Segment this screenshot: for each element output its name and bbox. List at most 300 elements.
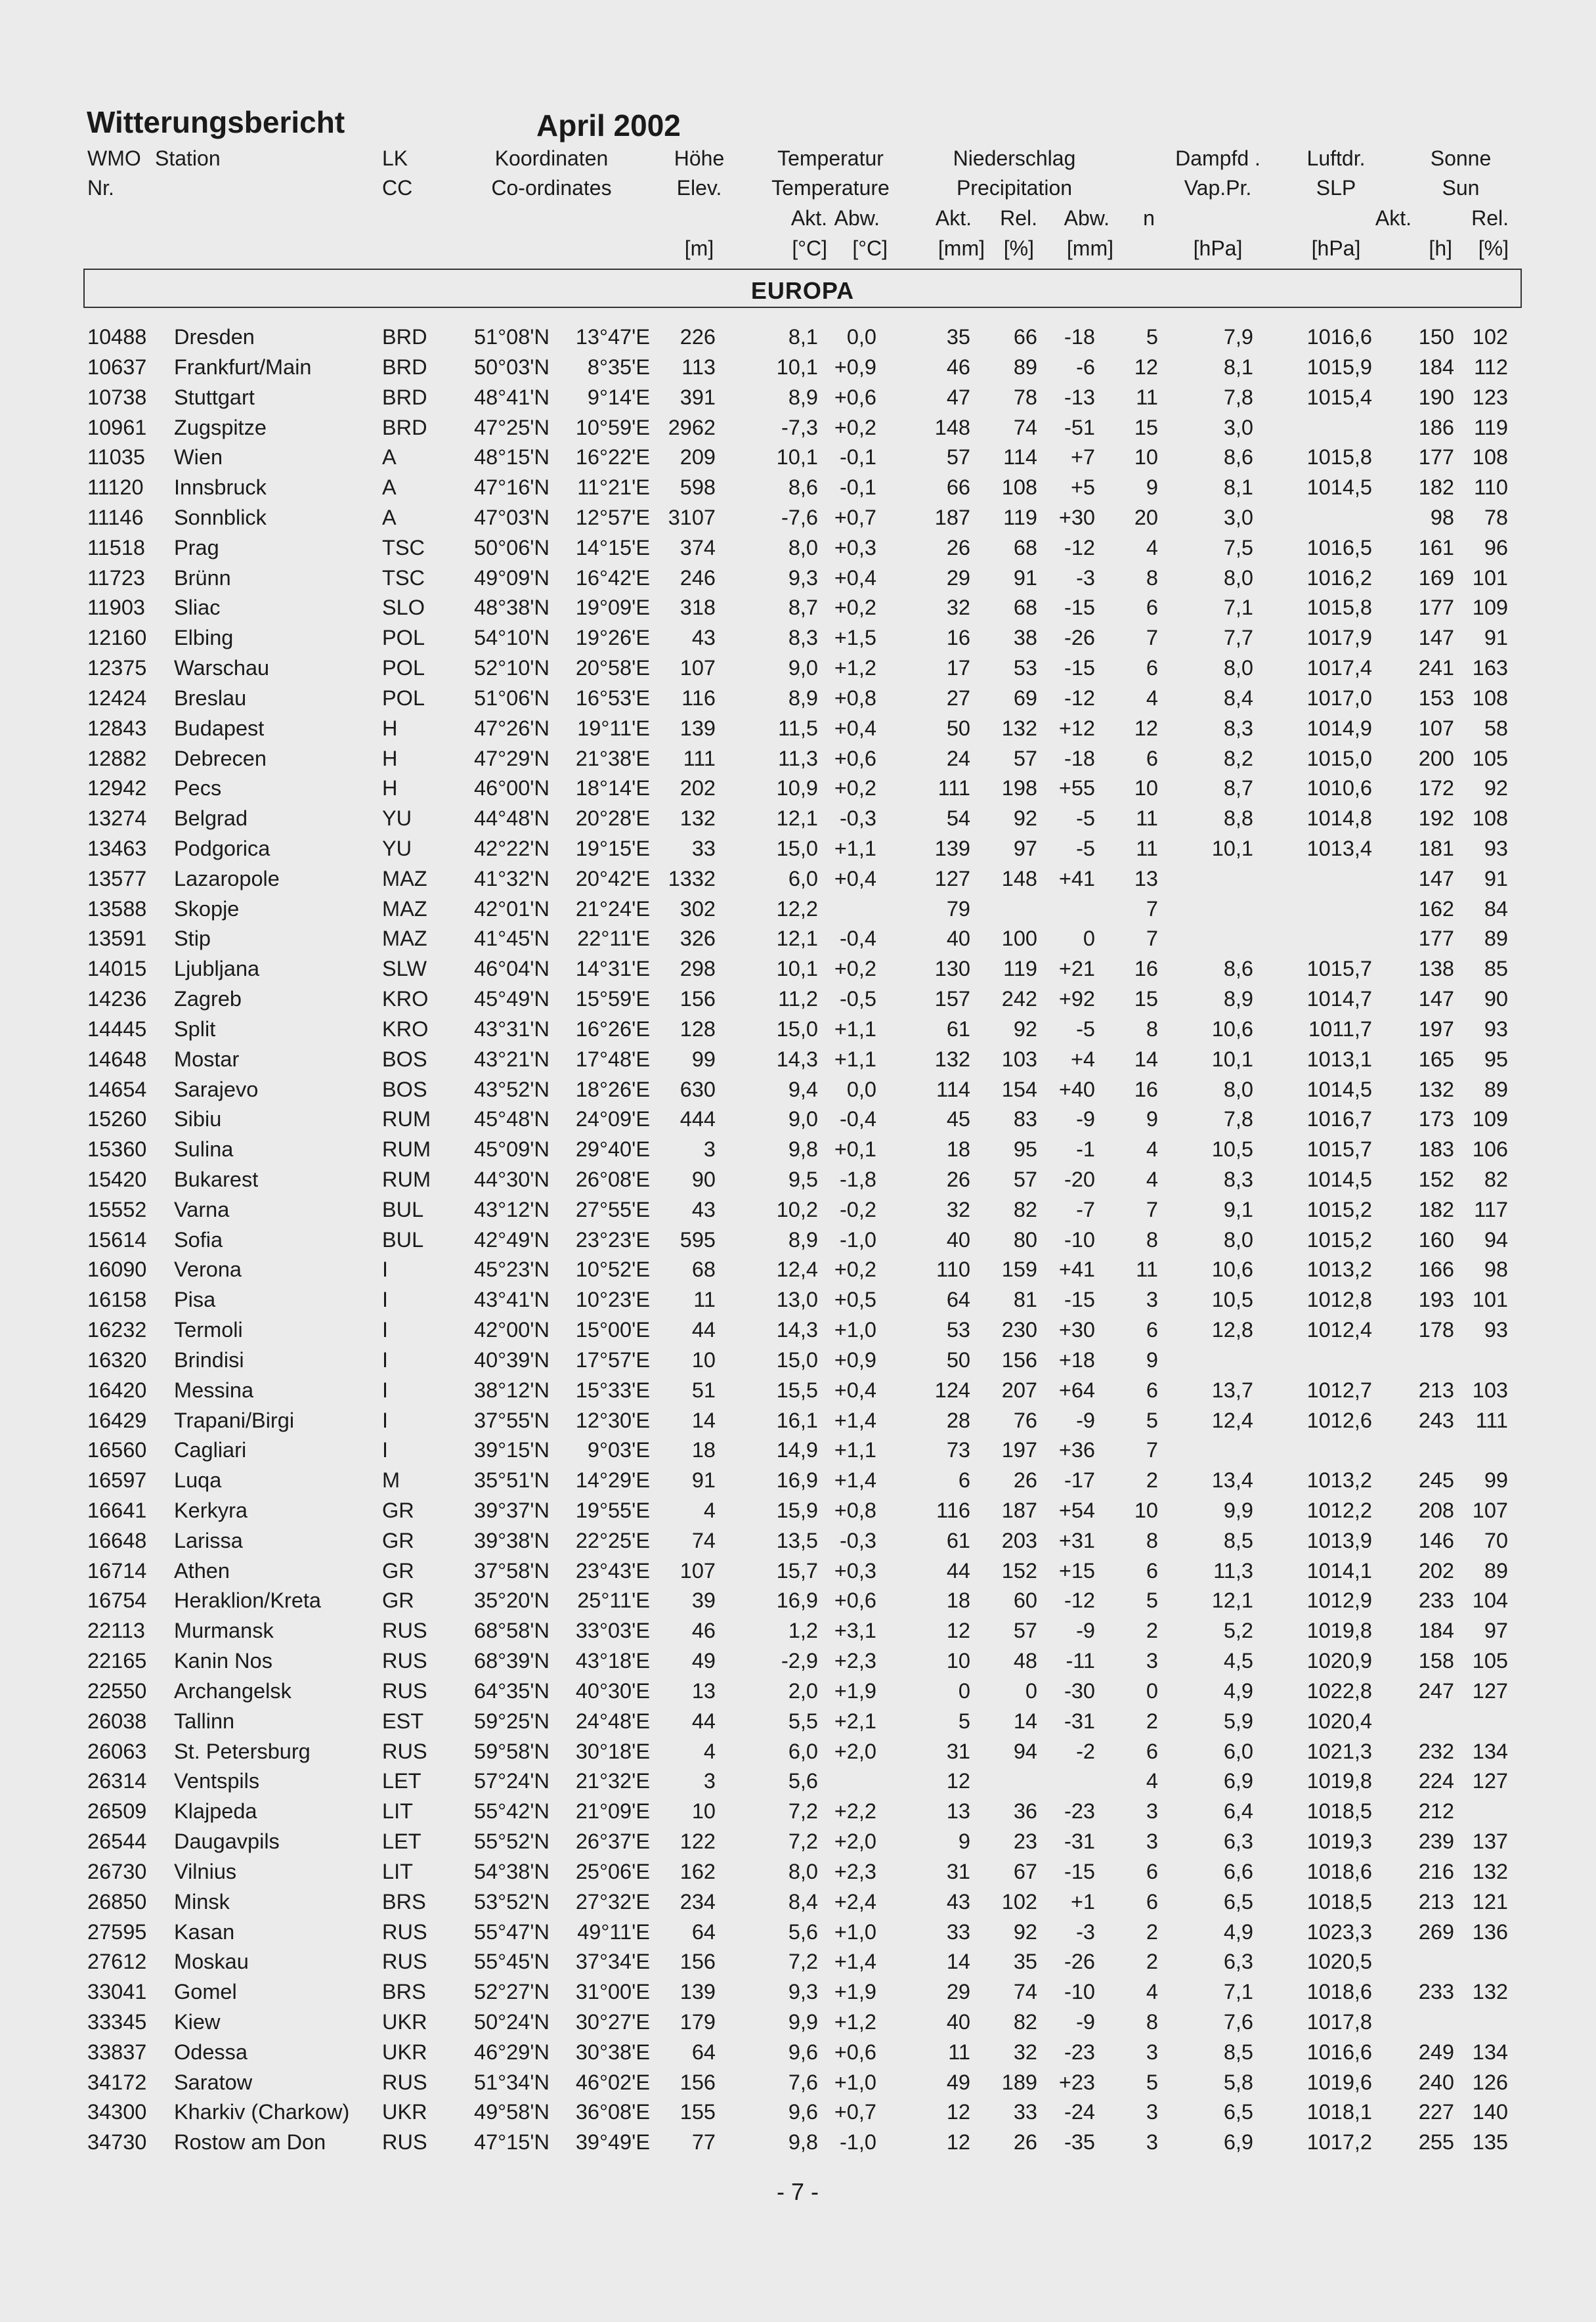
cell-precip-abw: -12 <box>1064 1588 1095 1613</box>
cell-latitude: 41°45'N <box>474 927 550 951</box>
cell-country-code: BOS <box>382 1077 427 1101</box>
cell-temp-akt: 8,1 <box>788 325 818 349</box>
cell-precip-akt: 43 <box>946 1889 970 1914</box>
cell-latitude: 42°49'N <box>474 1227 550 1252</box>
cell-wmo-number: 16597 <box>87 1468 147 1493</box>
cell-temp-abw: +0,2 <box>834 415 876 439</box>
cell-country-code: BRS <box>382 1980 426 2004</box>
cell-precip-rel: 91 <box>1013 565 1037 590</box>
cell-country-code: SLO <box>382 596 425 620</box>
cell-rain-days: 14 <box>1134 1047 1158 1071</box>
cell-wmo-number: 26544 <box>87 1829 147 1853</box>
cell-precip-rel: 156 <box>1001 1347 1037 1372</box>
cell-station-name: Skopje <box>174 896 240 921</box>
cell-latitude: 41°32'N <box>474 866 550 890</box>
cell-sea-level-pressure: 1018,6 <box>1306 1980 1372 2004</box>
cell-precip-akt: 40 <box>946 2009 970 2034</box>
cell-longitude: 24°09'E <box>575 1107 650 1131</box>
cell-vapour-pressure: 4,5 <box>1223 1649 1253 1673</box>
cell-country-code: I <box>382 1438 389 1462</box>
cell-temp-abw: +1,2 <box>834 656 876 680</box>
cell-station-name: Budapest <box>174 716 265 740</box>
cell-precip-rel: 35 <box>1013 1950 1037 1974</box>
cell-precip-abw: +5 <box>1070 475 1095 500</box>
cell-sun-rel: 89 <box>1484 1077 1508 1101</box>
cell-rain-days: 10 <box>1134 445 1158 470</box>
cell-elevation: 155 <box>679 2100 716 2124</box>
cell-sun-rel: 108 <box>1472 686 1508 710</box>
cell-temp-akt: 9,4 <box>788 1077 818 1101</box>
cell-temp-akt: -7,3 <box>781 415 818 439</box>
cell-station-name: Kerkyra <box>174 1499 248 1522</box>
cell-station-name: Verona <box>174 1258 242 1282</box>
cell-precip-akt: 29 <box>946 1980 970 2004</box>
cell-sun-rel: 97 <box>1484 1619 1508 1643</box>
cell-elevation: 44 <box>691 1709 716 1733</box>
cell-vapour-pressure: 6,9 <box>1223 2130 1253 2155</box>
cell-rain-days: 4 <box>1146 686 1158 710</box>
cell-precip-abw: +54 <box>1058 1499 1095 1522</box>
cell-sun-akt: 249 <box>1418 2040 1454 2064</box>
cell-sea-level-pressure: 1017,2 <box>1306 2130 1372 2155</box>
cell-rain-days: 6 <box>1146 746 1158 770</box>
cell-station-name: Kiew <box>174 2009 221 2034</box>
cell-sea-level-pressure: 1019,6 <box>1306 2070 1372 2094</box>
cell-vapour-pressure: 11,3 <box>1213 1558 1253 1583</box>
cell-vapour-pressure: 10,6 <box>1211 1017 1253 1041</box>
cell-precip-rel: 187 <box>1001 1499 1037 1522</box>
cell-latitude: 47°25'N <box>474 415 550 439</box>
cell-country-code: UKR <box>382 2009 427 2034</box>
cell-country-code: H <box>382 716 398 740</box>
cell-wmo-number: 13463 <box>87 836 147 860</box>
cell-wmo-number: 14445 <box>87 1017 147 1041</box>
cell-precip-akt: 0 <box>958 1678 970 1703</box>
cell-station-name: Warschau <box>174 656 270 680</box>
cell-precip-rel: 119 <box>1003 505 1037 529</box>
cell-rain-days: 4 <box>1146 1137 1158 1162</box>
cell-sun-akt: 241 <box>1418 656 1454 680</box>
cell-temp-akt: 15,9 <box>776 1499 818 1522</box>
header-precip-n: n <box>1143 206 1155 230</box>
cell-rain-days: 7 <box>1146 927 1158 951</box>
cell-temp-akt: 15,0 <box>776 1347 818 1372</box>
cell-longitude: 18°14'E <box>575 776 650 800</box>
cell-latitude: 39°37'N <box>474 1499 550 1522</box>
cell-wmo-number: 15260 <box>87 1107 147 1131</box>
cell-precip-abw: -18 <box>1064 746 1095 770</box>
cell-sea-level-pressure: 1019,8 <box>1306 1769 1372 1793</box>
cell-rain-days: 2 <box>1146 1619 1158 1643</box>
cell-station-name: Zugspitze <box>174 415 267 439</box>
cell-latitude: 45°23'N <box>474 1258 550 1282</box>
cell-temp-abw: -1,0 <box>839 1227 876 1252</box>
cell-precip-akt: 32 <box>946 596 970 620</box>
cell-wmo-number: 12424 <box>87 686 147 710</box>
cell-latitude: 47°29'N <box>474 746 550 770</box>
cell-temp-akt: 10,1 <box>776 445 818 470</box>
cell-elevation: 202 <box>679 776 716 800</box>
cell-precip-abw: -35 <box>1064 2130 1095 2155</box>
cell-station-name: Athen <box>174 1558 230 1583</box>
header-sun-rel: Rel. <box>1471 206 1509 230</box>
cell-precip-abw: +36 <box>1058 1438 1095 1462</box>
cell-temp-akt: 8,7 <box>788 596 818 620</box>
cell-wmo-number: 14654 <box>87 1077 147 1101</box>
cell-sun-akt: 132 <box>1418 1077 1454 1101</box>
header-elev-unit: [m] <box>684 236 714 260</box>
cell-wmo-number: 33345 <box>87 2009 147 2034</box>
cell-longitude: 27°32'E <box>575 1889 650 1914</box>
cell-latitude: 54°38'N <box>474 1859 550 1883</box>
cell-precip-rel: 82 <box>1013 2009 1037 2034</box>
header-precip-akt: Akt. <box>935 206 972 230</box>
cell-sea-level-pressure: 1016,7 <box>1306 1107 1372 1131</box>
cell-longitude: 10°23'E <box>575 1288 650 1312</box>
cell-precip-abw: +18 <box>1058 1347 1095 1372</box>
cell-precip-abw: +23 <box>1058 2070 1095 2094</box>
cell-sun-akt: 147 <box>1418 987 1454 1011</box>
cell-sun-rel: 94 <box>1484 1227 1508 1252</box>
cell-longitude: 26°08'E <box>575 1168 650 1191</box>
cell-vapour-pressure: 9,1 <box>1223 1197 1253 1221</box>
cell-precip-akt: 12 <box>946 2100 970 2124</box>
cell-country-code: LIT <box>382 1859 413 1883</box>
header-temp-akt: Akt. <box>790 206 827 230</box>
cell-latitude: 52°27'N <box>474 1980 550 2004</box>
cell-temp-abw: +2,2 <box>834 1799 876 1824</box>
cell-sun-rel: 93 <box>1484 836 1508 860</box>
cell-precip-akt: 187 <box>934 505 970 529</box>
cell-precip-akt: 61 <box>946 1528 970 1552</box>
cell-elevation: 18 <box>691 1438 716 1462</box>
cell-sea-level-pressure: 1017,0 <box>1306 686 1372 710</box>
cell-sun-rel: 163 <box>1472 656 1508 680</box>
cell-precip-akt: 45 <box>946 1107 970 1131</box>
cell-precip-akt: 111 <box>938 776 970 800</box>
cell-temp-akt: 7,6 <box>788 2070 818 2094</box>
cell-longitude: 15°00'E <box>575 1318 650 1342</box>
cell-precip-akt: 50 <box>946 716 970 740</box>
cell-latitude: 43°52'N <box>474 1077 550 1101</box>
cell-country-code: BRD <box>382 325 427 349</box>
header-precip-rel: Rel. <box>1000 206 1037 230</box>
cell-temp-abw: +1,9 <box>834 1678 876 1703</box>
cell-rain-days: 2 <box>1146 1950 1158 1974</box>
cell-elevation: 111 <box>683 746 716 770</box>
cell-sun-akt: 161 <box>1418 535 1454 559</box>
cell-elevation: 302 <box>679 896 716 921</box>
cell-precip-rel: 57 <box>1013 1168 1037 1191</box>
cell-elevation: 226 <box>679 325 716 349</box>
cell-temp-akt: 10,1 <box>776 957 818 981</box>
cell-precip-abw: -12 <box>1064 686 1095 710</box>
cell-sun-akt: 162 <box>1418 896 1454 921</box>
cell-wmo-number: 26314 <box>87 1769 147 1793</box>
cell-vapour-pressure: 8,1 <box>1223 475 1253 500</box>
cell-precip-abw: -26 <box>1064 1950 1095 1974</box>
cell-temp-abw: +2,0 <box>834 1829 876 1853</box>
cell-temp-abw: +0,8 <box>834 686 876 710</box>
cell-sun-akt: 255 <box>1418 2130 1454 2155</box>
cell-sun-rel: 106 <box>1472 1137 1508 1162</box>
cell-elevation: 116 <box>681 686 716 710</box>
cell-sun-akt: 197 <box>1418 1017 1454 1041</box>
cell-wmo-number: 13588 <box>87 896 147 921</box>
cell-elevation: 10 <box>691 1799 716 1824</box>
cell-precip-rel: 197 <box>1001 1438 1037 1462</box>
cell-country-code: LIT <box>382 1799 413 1824</box>
cell-station-name: Vilnius <box>174 1859 237 1883</box>
cell-latitude: 47°15'N <box>474 2130 550 2155</box>
cell-precip-rel: 103 <box>1001 1047 1037 1071</box>
cell-temp-abw: +1,5 <box>834 626 876 650</box>
cell-latitude: 39°38'N <box>474 1528 550 1552</box>
cell-vapour-pressure: 8,6 <box>1223 957 1253 981</box>
cell-station-name: Odessa <box>174 2040 248 2064</box>
cell-precip-abw: +41 <box>1058 1258 1095 1282</box>
cell-station-name: Wien <box>174 445 223 470</box>
cell-sun-rel: 99 <box>1484 1468 1508 1493</box>
cell-sun-rel: 82 <box>1484 1168 1508 1191</box>
cell-station-name: Minsk <box>174 1889 230 1914</box>
cell-temp-abw: +0,4 <box>834 716 876 740</box>
cell-vapour-pressure: 8,4 <box>1223 686 1253 710</box>
cell-temp-abw: +0,7 <box>834 505 876 529</box>
cell-precip-abw: -5 <box>1076 836 1095 860</box>
cell-sea-level-pressure: 1012,2 <box>1306 1499 1372 1522</box>
cell-vapour-pressure: 7,1 <box>1223 1980 1253 2004</box>
cell-vapour-pressure: 4,9 <box>1223 1919 1253 1944</box>
cell-precip-abw: -15 <box>1064 596 1095 620</box>
cell-station-name: Sliac <box>174 596 221 620</box>
cell-vapour-pressure: 5,9 <box>1223 1709 1253 1733</box>
cell-temp-akt: 8,9 <box>788 385 818 409</box>
cell-rain-days: 3 <box>1146 1649 1158 1673</box>
cell-wmo-number: 16320 <box>87 1347 147 1372</box>
cell-wmo-number: 10488 <box>87 325 147 349</box>
cell-temp-abw: +1,1 <box>834 1047 876 1071</box>
cell-rain-days: 6 <box>1146 1378 1158 1402</box>
cell-temp-abw: +1,0 <box>834 1318 876 1342</box>
cell-sun-akt: 186 <box>1418 415 1454 439</box>
cell-sun-akt: 247 <box>1418 1678 1454 1703</box>
cell-station-name: Prag <box>174 535 219 559</box>
cell-longitude: 30°27'E <box>575 2009 650 2034</box>
cell-precip-rel: 68 <box>1013 596 1037 620</box>
cell-sun-rel: 108 <box>1472 445 1508 470</box>
cell-latitude: 47°16'N <box>474 475 550 500</box>
cell-temp-abw: +0,5 <box>834 1288 876 1312</box>
cell-rain-days: 9 <box>1146 475 1158 500</box>
cell-sun-akt: 98 <box>1430 505 1454 529</box>
cell-precip-abw: -26 <box>1064 626 1095 650</box>
cell-latitude: 35°20'N <box>474 1588 550 1613</box>
cell-temp-abw: +2,3 <box>834 1649 876 1673</box>
cell-sea-level-pressure: 1015,9 <box>1306 355 1372 379</box>
cell-wmo-number: 12160 <box>87 626 147 650</box>
cell-longitude: 17°48'E <box>575 1047 650 1071</box>
cell-elevation: 444 <box>679 1107 716 1131</box>
cell-rain-days: 8 <box>1146 2009 1158 2034</box>
cell-longitude: 14°31'E <box>575 957 650 981</box>
cell-station-name: Debrecen <box>174 746 267 770</box>
cell-station-name: Stuttgart <box>174 385 255 409</box>
cell-precip-rel: 97 <box>1013 836 1037 860</box>
cell-elevation: 326 <box>679 927 716 951</box>
cell-precip-rel: 53 <box>1013 656 1037 680</box>
cell-sun-akt: 172 <box>1418 776 1454 800</box>
cell-station-name: St. Petersburg <box>174 1739 311 1763</box>
cell-rain-days: 9 <box>1146 1107 1158 1131</box>
cell-precip-rel: 242 <box>1001 987 1037 1011</box>
cell-vapour-pressure: 10,6 <box>1211 1258 1253 1282</box>
cell-wmo-number: 16714 <box>87 1558 147 1583</box>
cell-longitude: 19°11'E <box>577 716 650 740</box>
cell-sea-level-pressure: 1020,9 <box>1306 1649 1372 1673</box>
cell-sea-level-pressure: 1014,5 <box>1306 1077 1372 1101</box>
cell-sun-akt: 200 <box>1418 746 1454 770</box>
cell-vapour-pressure: 8,6 <box>1223 445 1253 470</box>
cell-country-code: RUM <box>382 1107 431 1131</box>
cell-elevation: 132 <box>679 806 716 831</box>
cell-longitude: 9°03'E <box>587 1438 650 1462</box>
cell-elevation: 64 <box>691 2040 716 2064</box>
cell-precip-rel: 0 <box>1025 1678 1037 1703</box>
cell-temp-akt: 6,0 <box>788 1739 818 1763</box>
cell-temp-abw: +0,1 <box>834 1137 876 1162</box>
cell-latitude: 37°58'N <box>474 1558 550 1583</box>
cell-precip-abw: -15 <box>1064 1288 1095 1312</box>
cell-sea-level-pressure: 1019,8 <box>1306 1619 1372 1643</box>
cell-precip-abw: +1 <box>1070 1889 1095 1914</box>
cell-vapour-pressure: 6,5 <box>1223 1889 1253 1914</box>
cell-wmo-number: 13577 <box>87 866 147 890</box>
cell-rain-days: 5 <box>1146 1408 1158 1432</box>
cell-latitude: 54°10'N <box>474 626 550 650</box>
cell-temp-akt: 5,5 <box>788 1709 818 1733</box>
cell-station-name: Elbing <box>174 626 234 650</box>
cell-sea-level-pressure: 1015,7 <box>1306 957 1372 981</box>
cell-station-name: Brünn <box>174 565 231 590</box>
cell-precip-rel: 152 <box>1001 1558 1037 1583</box>
cell-elevation: 4 <box>703 1739 716 1763</box>
cell-vapour-pressure: 6,3 <box>1223 1829 1253 1853</box>
cell-precip-akt: 5 <box>958 1709 970 1733</box>
cell-precip-abw: +64 <box>1058 1378 1095 1402</box>
cell-sun-rel: 127 <box>1472 1769 1508 1793</box>
cell-precip-rel: 81 <box>1013 1288 1037 1312</box>
cell-longitude: 43°18'E <box>575 1649 650 1673</box>
cell-elevation: 33 <box>691 836 716 860</box>
cell-wmo-number: 15420 <box>87 1168 147 1191</box>
cell-rain-days: 3 <box>1146 1288 1158 1312</box>
header-slp-unit: [hPa] <box>1311 236 1361 260</box>
cell-vapour-pressure: 3,0 <box>1223 415 1253 439</box>
cell-temp-abw: +0,9 <box>834 1347 876 1372</box>
cell-temp-akt: 14,3 <box>776 1318 818 1342</box>
cell-vapour-pressure: 8,2 <box>1223 746 1253 770</box>
cell-sun-akt: 233 <box>1418 1588 1454 1613</box>
cell-country-code: I <box>382 1318 389 1342</box>
cell-station-name: Sibiu <box>174 1107 222 1131</box>
cell-longitude: 23°43'E <box>575 1558 650 1583</box>
cell-sun-akt: 178 <box>1418 1318 1454 1342</box>
cell-rain-days: 6 <box>1146 596 1158 620</box>
cell-temp-abw: +1,4 <box>834 1950 876 1974</box>
cell-elevation: 2962 <box>668 415 716 439</box>
cell-temp-akt: 9,8 <box>788 1137 818 1162</box>
cell-sea-level-pressure: 1014,9 <box>1306 716 1372 740</box>
cell-vapour-pressure: 8,3 <box>1223 1168 1253 1191</box>
cell-country-code: H <box>382 776 398 800</box>
cell-station-name: Cagliari <box>174 1438 247 1462</box>
cell-rain-days: 9 <box>1146 1347 1158 1372</box>
cell-vapour-pressure: 7,7 <box>1223 626 1253 650</box>
cell-rain-days: 4 <box>1146 535 1158 559</box>
header-sun-rel-unit: [%] <box>1478 236 1509 260</box>
cell-sun-akt: 192 <box>1418 806 1454 831</box>
cell-country-code: UKR <box>382 2040 427 2064</box>
header-precip-abw: Abw. <box>1064 206 1110 230</box>
cell-wmo-number: 22550 <box>87 1678 147 1703</box>
cell-longitude: 18°26'E <box>575 1077 650 1101</box>
cell-sun-akt: 233 <box>1418 1980 1454 2004</box>
cell-longitude: 11°21'E <box>577 475 650 500</box>
cell-rain-days: 4 <box>1146 1168 1158 1191</box>
cell-temp-abw: +0,4 <box>834 565 876 590</box>
cell-station-name: Saratow <box>174 2070 253 2094</box>
cell-longitude: 17°57'E <box>575 1347 650 1372</box>
cell-precip-rel: 80 <box>1013 1227 1037 1252</box>
cell-wmo-number: 16158 <box>87 1288 147 1312</box>
cell-vapour-pressure: 8,0 <box>1223 656 1253 680</box>
cell-station-name: Pisa <box>174 1288 216 1312</box>
cell-precip-rel: 89 <box>1013 355 1037 379</box>
cell-precip-abw: -15 <box>1064 656 1095 680</box>
cell-sea-level-pressure: 1012,6 <box>1306 1408 1372 1432</box>
cell-rain-days: 7 <box>1146 1438 1158 1462</box>
cell-wmo-number: 11518 <box>87 535 145 559</box>
cell-longitude: 31°00'E <box>575 1980 650 2004</box>
cell-temp-akt: 9,3 <box>788 565 818 590</box>
cell-precip-rel: 198 <box>1001 776 1037 800</box>
cell-precip-abw: +12 <box>1058 716 1095 740</box>
cell-wmo-number: 15614 <box>87 1227 147 1252</box>
cell-precip-abw: +41 <box>1058 866 1095 890</box>
cell-sun-rel: 89 <box>1484 1558 1508 1583</box>
cell-wmo-number: 16232 <box>87 1318 147 1342</box>
cell-rain-days: 7 <box>1146 626 1158 650</box>
report-month: April 2002 <box>536 108 681 142</box>
cell-precip-rel: 108 <box>1001 475 1037 500</box>
cell-sun-rel: 93 <box>1484 1318 1508 1342</box>
cell-temp-abw: -1,0 <box>839 2130 876 2155</box>
cell-latitude: 55°42'N <box>474 1799 550 1824</box>
cell-country-code: H <box>382 746 398 770</box>
cell-elevation: 162 <box>679 1859 716 1883</box>
cell-station-name: Tallinn <box>174 1709 235 1733</box>
cell-temp-abw: +1,2 <box>834 2009 876 2034</box>
cell-wmo-number: 34172 <box>87 2070 147 2094</box>
cell-precip-rel: 203 <box>1001 1528 1037 1552</box>
cell-country-code: YU <box>382 806 412 831</box>
cell-longitude: 16°22'E <box>575 445 650 470</box>
cell-precip-akt: 12 <box>946 1769 970 1793</box>
cell-sun-rel: 109 <box>1472 596 1508 620</box>
cell-rain-days: 10 <box>1134 776 1158 800</box>
cell-longitude: 8°35'E <box>587 355 650 379</box>
